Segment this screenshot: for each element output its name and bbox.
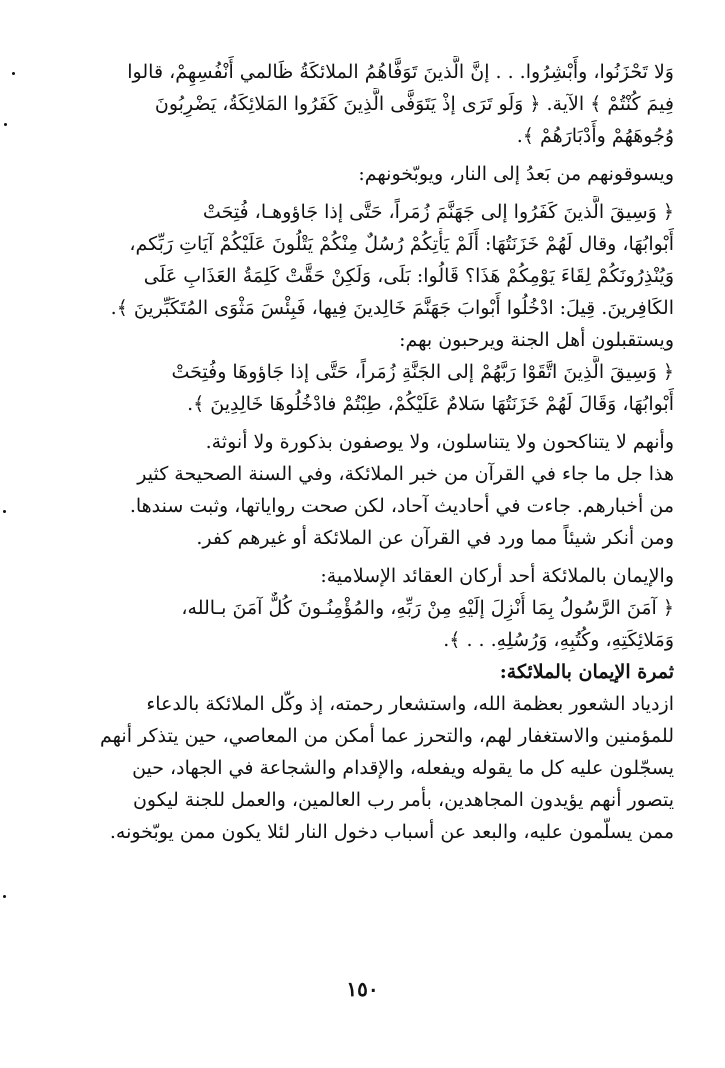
page-body — [62, 56, 674, 848]
text-line: وُجُوهَهُمْ وأَدْبَارَهُمْ ﴾. — [516, 125, 674, 147]
text-line: ﴿ وَسِيقَ الَّذِينَ اتَّقَوْا رَبَّهُمْ إلى الجَنَّةِ زُمَراً، حَتَّى إذا جَاؤوهَا وفُتِحَتْ — [171, 361, 674, 383]
text-line: من أخبارهم. جاءت في أحاديث آحاد، لكن صحت رواياتها، وثبت سندها. — [129, 495, 674, 517]
text-line: الكَافِرينَ. قِيلَ: ادْخُلُوا أَبْوابَ جَهَنَّمَ خَالِدينَ فِيها، فَبِئْسَ مَثْوَى المُتَكَبِّرينَ ﴾. — [110, 297, 674, 319]
text-line: فِيمَ كُنْتُمْ ﴾ الآية. ﴿ وَلَو تَرَى إذْ يَتَوَفَّى الَّذِينَ كَفَرُوا المَلائِكَةُ، يَضْرِبُونَ — [154, 93, 674, 115]
text-line: وأنهم لا يتناكحون ولا يتناسلون، ولا يوصفون بذكورة ولا أنوثة. — [205, 431, 674, 453]
margin-dot — [4, 123, 7, 126]
text-line: ازدياد الشعور بعظمة الله، واستشعار رحمته، إذ وكّل الملائكة بالدعاء — [146, 693, 674, 715]
text-line: ﴿ آمَنَ الرَّسُولُ بِمَا أُنْزِلَ إلَيْهِ مِنْ رَبِّهِ، والمُؤْمِنُـونَ كُلٌّ آمَنَ بـالله، — [181, 597, 674, 619]
text-line: ممن يسلّمون عليه، والبعد عن أسباب دخول النار لئلا يكون ممن يوبّخونه. — [109, 821, 674, 843]
text-line: وَلا تَحْزَنُوا، وأَبْشِرُوا. . . إنَّ الَّذينَ تَوَفَّاهُمُ الملائكَةُ ظَالمي أَنْفُسِهِمْ، قالوا — [127, 61, 674, 83]
section-heading: ثمرة الإيمان بالملائكة: — [499, 661, 674, 683]
text-line: ﴿ وَسِيقَ الَّذينَ كَفَرُوا إلى جَهَنَّمَ زُمَراً، حَتَّى إذا جَاؤوهـا، فُتِحَتْ — [202, 201, 674, 223]
page-number: ١٥٠ — [346, 977, 379, 1001]
text-line: أَبْوابُهَا، وَقَالَ لَهُمْ خَزَنَتُهَا سَلامٌ عَلَيْكُمْ، طِبْتُمْ فادْخُلُوهَا خَالِدِينَ ﴾. — [187, 393, 674, 415]
text-line: ويسوقونهم من بَعدُ إلى النار، ويوبّخونهم: — [358, 163, 674, 185]
text-line: يتصور أنهم يؤيدون المجاهدين، بأمر رب العالمين، والعمل للجنة ليكون — [132, 789, 674, 811]
margin-dot — [12, 72, 15, 75]
margin-dot — [3, 510, 6, 513]
text-line: وَيُنْذِرُونَكُمْ لِقَاءَ يَوْمِكُمْ هَذَا؟ قَالُوا: بَلَى، وَلَكِنْ حَقَّتْ كَلِمَةُ العَذَابِ عَلَى — [143, 265, 674, 287]
text-line: والإيمان بالملائكة أحد أركان العقائد الإسلامية: — [320, 565, 674, 587]
text-line: هذا جل ما جاء في القرآن من خبر الملائكة، وفي السنة الصحيحة كثير — [137, 463, 674, 485]
text-line: للمؤمنين والاستغفار لهم، والتحرز عما أمكن من المعاصي، حين يتذكر أنهم — [100, 725, 674, 747]
text-line: يسجّلون عليه كل ما يقوله ويفعله، والإقدام والشجاعة في الجهاد، حين — [132, 757, 674, 779]
text-line: ويستقبلون أهل الجنة ويرحبون بهم: — [399, 329, 674, 351]
margin-dot — [3, 895, 6, 898]
text-line: ومن أنكر شيئاً مما ورد في القرآن عن الملائكة أو غيرهم كفر. — [196, 527, 674, 549]
text-line: وَمَلائِكَتِهِ، وكُتُبِهِ، وَرُسُلِهِ. . . ﴾. — [443, 629, 674, 651]
text-line: أَبْوابُهَا، وقال لَهُمْ خَزَنَتُهَا: أَلَمْ يَأْتِكُمْ رُسُلٌ مِنْكُمْ يَتْلُونَ عَلَيْكُمْ آيَاتِ رَبِّكم، — [129, 233, 674, 255]
